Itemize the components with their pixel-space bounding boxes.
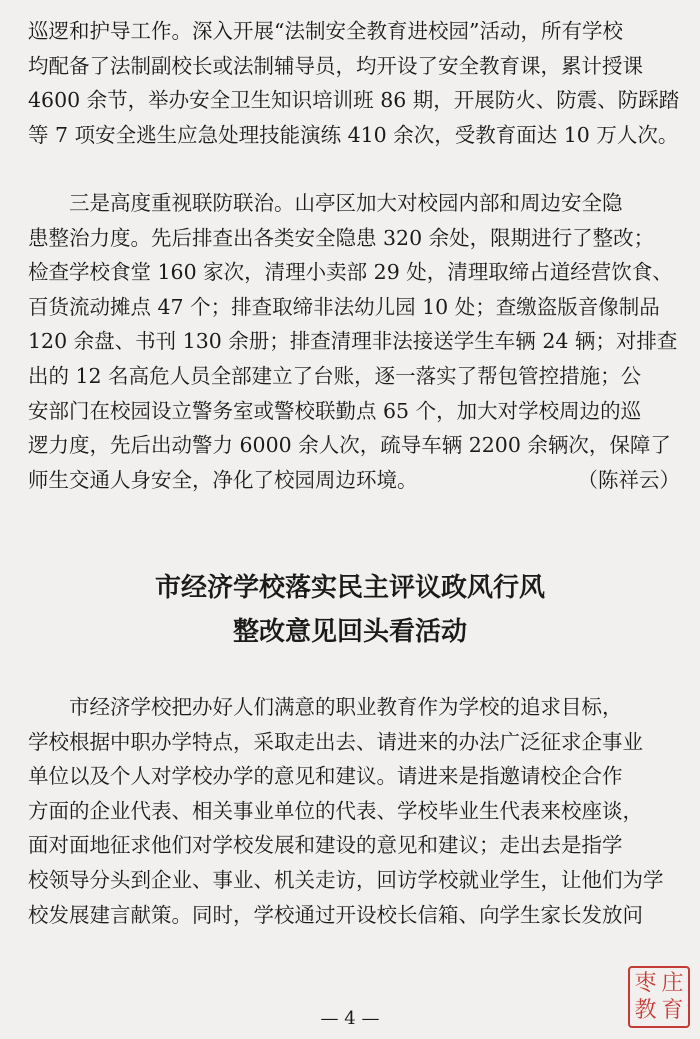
paragraph-1 xyxy=(28,14,680,152)
text-line: 校发展建言献策。同时，学校通过开设校长信箱、向学生家长发放问 xyxy=(28,902,643,927)
text-line: 巡逻和护导工作。深入开展“法制安全教育进校园”活动，所有学校 xyxy=(28,19,623,43)
text-line-with-author xyxy=(28,463,680,498)
text-line: 120 余盘、书刊 130 余册；排查清理非法接送学生车辆 24 辆；对排查 xyxy=(28,329,678,354)
seal-char: 庄 xyxy=(661,970,684,996)
text-line: 单位以及个人对学校办学的意见和建议。请进来是指邀请校企合作 xyxy=(28,764,623,789)
text-line: 市经济学校把办好人们满意的职业教育作为学校的追求目标， xyxy=(28,695,623,719)
seal-char: 枣 xyxy=(634,970,657,996)
text-line: 师生交通人身安全，净化了校园周边环境。 xyxy=(28,467,418,492)
text-line: 安部门在校园设立警务室或警校联勤点 65 个，加大对学校周边的巡 xyxy=(28,398,642,423)
text-line: 出的 12 名高危人员全部建立了台账，逐一落实了帮包管控措施；公 xyxy=(28,363,642,388)
seal-char: 育 xyxy=(661,997,684,1023)
paragraph-3 xyxy=(28,690,680,932)
author-credit: （陈祥云） xyxy=(577,467,680,492)
text-line: 三是高度重视联防联治。山亭区加大对校园内部和周边安全隐 xyxy=(28,191,623,215)
text-line: 4600 余节，举办安全卫生知识培训班 86 期，开展防火、防震、防踩踏 xyxy=(28,88,680,113)
red-seal-stamp xyxy=(628,966,690,1028)
text-line: 检查学校食堂 160 家次，清理小卖部 29 处，清理取缔占道经营饮食、 xyxy=(28,260,673,285)
paragraph-2 xyxy=(28,186,680,497)
text-line: 等 7 项安全逃生应急处理技能演练 410 余次，受教育面达 10 万人次。 xyxy=(28,122,679,147)
page-number: — 4 — xyxy=(320,1008,380,1029)
text-line: 患整治力度。先后排查出各类安全隐患 320 余处，限期进行了整改； xyxy=(28,225,655,250)
seal-char: 教 xyxy=(634,997,657,1023)
text-line: 学校根据中职办学特点，采取走出去、请进来的办法广泛征求企事业 xyxy=(28,729,643,754)
text-line: 方面的企业代表、相关事业单位的代表、学校毕业生代表来校座谈， xyxy=(28,798,643,823)
article-title-line-2: 整改意见回头看活动 xyxy=(232,617,467,647)
text-line: 百货流动摊点 47 个；排查取缔非法幼儿园 10 处；查缴盗版音像制品 xyxy=(28,294,660,319)
text-line: 逻力度，先后出动警力 6000 余人次，疏导车辆 2200 余辆次，保障了 xyxy=(28,433,671,458)
text-line: 校领导分头到企业、事业、机关走访，回访学校就业学生，让他们为学 xyxy=(28,867,664,892)
article-title-line-1: 市经济学校落实民主评议政风行风 xyxy=(154,573,545,603)
text-line: 均配备了法制副校长或法制辅导员，均开设了安全教育课，累计授课 xyxy=(28,53,643,78)
text-line: 面对面地征求他们对学校发展和建设的意见和建议；走出去是指学 xyxy=(28,833,623,858)
